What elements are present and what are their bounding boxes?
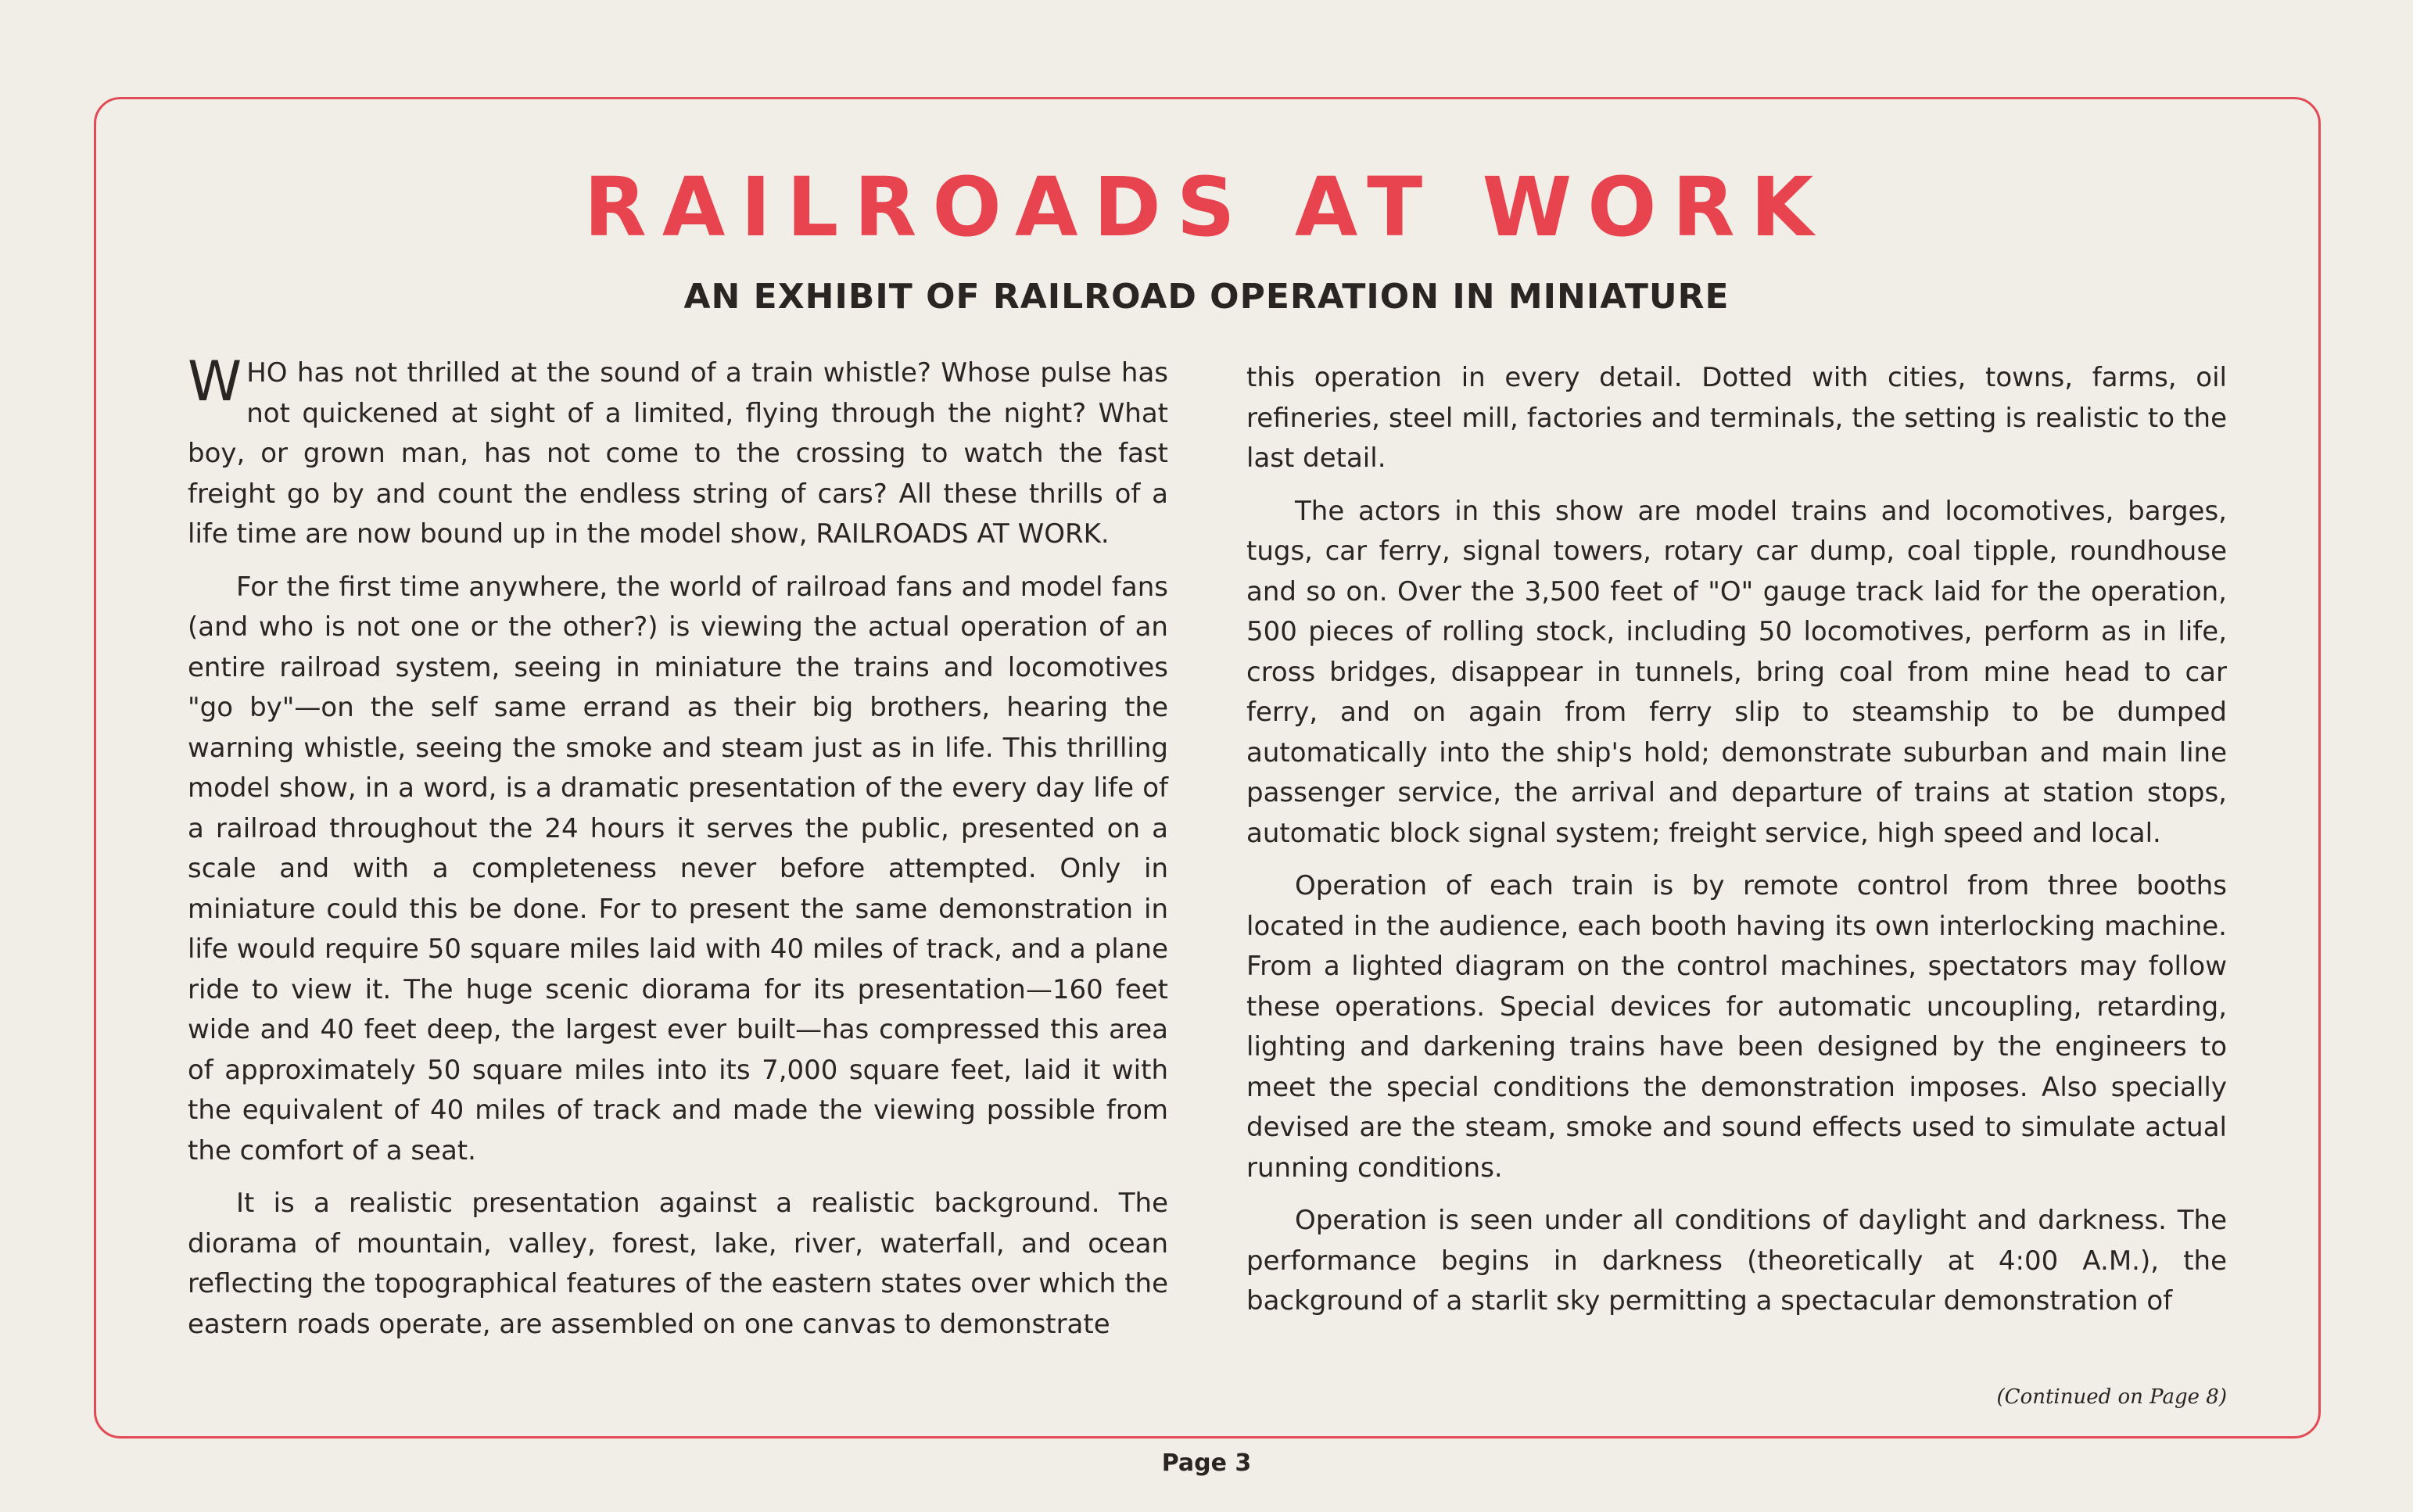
drop-cap: W [188, 349, 242, 414]
left-paragraph-1 [188, 349, 1168, 555]
right-column [1246, 358, 2227, 1335]
continued-note: (Continued on Page 8) [1996, 1385, 2227, 1409]
page-subtitle: AN EXHIBIT OF RAILROAD OPERATION IN MINIATURE [683, 277, 1730, 317]
left-column [188, 349, 1168, 1357]
left-paragraph-1-text: HO has not thrilled at the sound of a train whistle? Whose pulse has not quickened at sight of a limited, flying through the night? What boy, or grown man, has not come to the crossing to watch the fast freight go by and count the endless string of cars? All these thrills of a life time are now bound up in the model show, RAILROADS AT WORK. [188, 357, 1168, 550]
page-number: Page 3 [1161, 1449, 1252, 1477]
left-paragraph-2: For the first time anywhere, the world of railroad fans and model fans (and who is not one or the other?) is viewing the actual operation of an entire railroad system, seeing in miniature the trains and locomotives "go by"—on the self same errand as their big brothers, hearing the warning whistle, seeing the smoke and steam just as in life. This thrilling model show, in a word, is a dramatic presentation of the every day life of a railroad throughout the 24 hours it serves the public, presented on a scale and with a completeness never before attempted. Only in miniature could this be done. For to present the same demonstration in life would require 50 square miles laid with 40 miles of track, and a plane ride to view it. The huge scenic diorama for its presentation—160 feet wide and 40 feet deep, the largest ever built—has compressed this area of approximately 50 square miles into its 7,000 square feet, laid it with the equivalent of 40 miles of track and made the viewing possible from the comfort of a seat. [188, 571, 1168, 1166]
right-paragraph-4: Operation is seen under all conditions of daylight and darkness. The performance begins in darkness (theoretically at 4:00 A.M.), the background of a starlit sky permitting a spectacular demonstration of [1246, 1205, 2227, 1317]
right-paragraph-1: this operation in every detail. Dotted with cities, towns, farms, oil refineries, steel mill, factories and terminals, the setting is realistic to the last detail. [1246, 362, 2227, 474]
page-title: RAILROADS AT WORK [583, 159, 1830, 255]
right-paragraph-2: The actors in this show are model trains and locomotives, barges, tugs, car ferry, signal towers, rotary car dump, coal tipple, roundhouse and so on. Over the 3,500 feet of "O" gauge track laid for the operation, 500 pieces of rolling stock, including 50 locomotives, perform as in life, cross bridges, disappear in tunnels, bring coal from mine head to car ferry, and on again from ferry slip to steamship to be dumped automatically into the ship's hold; demonstrate suburban and main line passenger service, the arrival and departure of trains at station stops, automatic block signal system; freight service, high speed and local. [1246, 495, 2227, 849]
right-paragraph-3: Operation of each train is by remote control from three booths located in the audience, each booth having its own interlocking machine. From a lighted diagram on the control machines, spectators may follow these operations. Special devices for automatic uncoupling, retarding, lighting and darkening trains have been designed by the engineers to meet the special conditions the demonstration imposes. Also specially devised are the steam, smoke and sound effects used to simulate actual running conditions. [1246, 870, 2227, 1184]
left-paragraph-3: It is a realistic presentation against a realistic background. The diorama of mountain, valley, forest, lake, river, waterfall, and ocean reflecting the topographical features of the eastern states over which the eastern roads operate, are assembled on one canvas to demonstrate [188, 1188, 1168, 1340]
